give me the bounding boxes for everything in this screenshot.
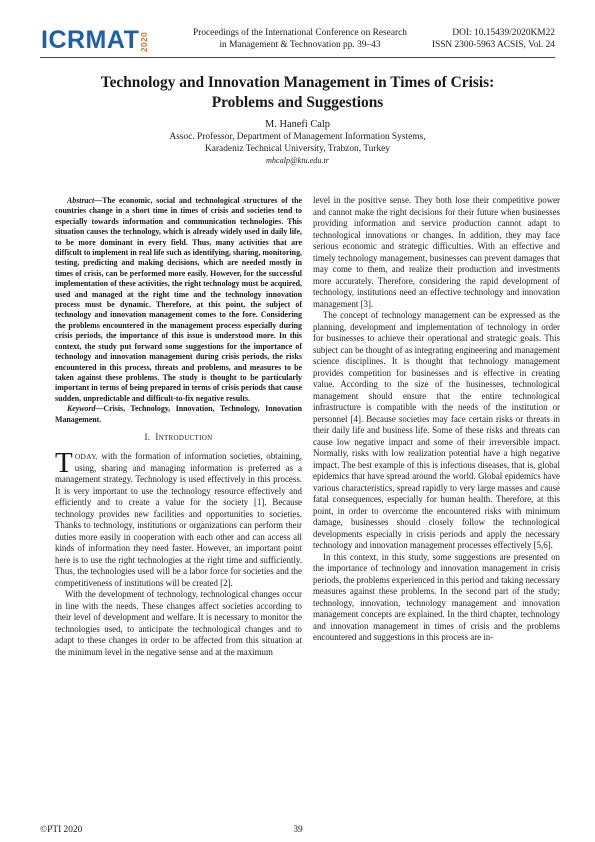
publication-ids — [410, 28, 555, 51]
page-number: 39 — [293, 825, 303, 835]
drop-cap: T — [55, 447, 73, 480]
section-numeral: I. — [144, 431, 151, 442]
keywords — [55, 404, 302, 425]
right-paragraph-2: The concept of technology management can be expressed as the planning, development and implementation of technology in order for businesses to achieve their operational and strategic goals. This subject can be thought of as integrating engineering and management science disciplines. It is thought that technology management provides competition for businesses and is effective in creating value. According to the size of the businesses, technological management should ensure that the entire technological infrastructure is compatible with the needs of the institution or personnel [4]. Because societies may face certain risks or threats in their daily life and business life. Some of these risks and threats can cause low negative impact and some of their irreversible impact. Normally, risks with low realization potential have a high negative impact. The best example of this is infectious diseases, that is, global epidemics that have spread around the world. Global epidemics have various characteristics, spread rapidly to very large masses and cause fatal consequences, especially for human health. Therefore, at this point, in order to overcome the encountered risks with minimum damage, businesses should closely follow the technological developments especially in crisis periods and apply the necessary technology and innovation management processes effectively [5,6]. — [313, 310, 560, 550]
intro-smallcaps: ODAY, — [74, 452, 98, 462]
keywords-label: Keyword— — [67, 404, 104, 414]
section-heading-introduction — [55, 432, 302, 445]
abstract — [55, 196, 302, 404]
proceedings-info — [175, 28, 425, 51]
logo-text: ICRMAT — [41, 26, 140, 54]
issn-text: ISSN 2300-5963 ACSIS, Vol. 24 — [431, 39, 555, 50]
author-name: M. Hanefi Calp — [265, 119, 330, 130]
section-heading-rest: NTRODUCTION — [158, 433, 213, 442]
doi-text: DOI: 10.15439/2020KM22 — [452, 28, 555, 38]
title-line-1: Technology and Innovation Management in Times of Crisis: — [100, 74, 495, 91]
intro-paragraph-1-text: with the formation of information societies, obtaining, using, sharing and managing information is preferred as a management strategy. Technology is used effectively in this process. It is very important to use the technology resource effectively and efficiently and to create a value for the society [1]. Because technology provides new facilities and opportunities to societies. Thanks to technology, institutions or organizations can perform their duties more easily in cooperation with each other and can access all kinds of information they need faster. However, an important point here is to use the right technologies at the right time and sufficiently. Thus, the technologies used will be a labor force for societies and the competitiveness of institutions will be created [2]. — [55, 451, 302, 588]
conference-logo — [41, 26, 149, 52]
abstract-text: The economic, social and technological structures of the countries change in a short time in times of crisis and societies tend to especially towards information and communication technologies. This situation causes the technology, which is already widely used in daily life, to be more dominant in every field. Thus, many activities that are difficult to implement in real life such as identifying, sharing, monitoring, testing, predicting and making decisions, which are needed mostly in times of crisis, can be performed more easily. However, for the successful implementation of these activities, the right technology must be acquired, used and managed at the right time and the technology innovation process must be dynamic. Therefore, at this point, the subject of technology and innovation management comes to the fore. Considering the problems encountered in the management process especially during crisis periods, the importance of this issue is understood more. In this context, the study put forward some suggestions for the importance of technology and innovation management during crisis periods, the risks encountered in this process, threats and problems, and measures to be taken against these problems. The study is thought to be particularly important in terms of being prepared in terms of crisis periods that cause sudden, unpredictable and difficult-to-fix negative results. — [55, 196, 302, 403]
logo-year: 2020 — [139, 31, 150, 52]
author-affiliation — [40, 132, 555, 156]
proceedings-line-1: Proceedings of the International Conference on Research — [193, 28, 407, 38]
keywords-text: Crisis, Technology, Innovation, Technology, Innovation Management. — [55, 404, 302, 424]
section-heading-initial: I — [155, 431, 159, 442]
header-rule — [40, 57, 555, 58]
proceedings-line-2: in Management & Technovation pp. 39–43 — [219, 39, 381, 50]
intro-paragraph-1 — [55, 447, 302, 589]
intro-paragraph-2: With the development of technology, technological changes occur in line with the needs. These changes affect societies according to their level of development and welfare. It is necessary to monitor the technologies used, to anticipate the technological changes and to adapt to these changes in order to be affected from this situation at the minimum level in the negative sense and at the maximum — [55, 589, 302, 657]
right-paragraph-1: level in the positive sense. They both lose their competitive power and cannot make the right decisions for their future when businesses providing information and service production cannot adapt to technological innovations or changes. In addition, they may face serious economic and strategic difficulties. With an effective and timely technology management, businesses can prevent damages that may come to them, and realize their production and investments more accurately. Therefore, considering the rapid development of technology, institutions need an effective technology and innovation management [3]. — [313, 195, 560, 309]
author-email: mhcalp@ktu.edu.tr — [265, 156, 329, 165]
affiliation-line-2: Karadeniz Technical University, Trabzon, Turkey — [205, 143, 390, 154]
affiliation-line-1: Assoc. Professor, Department of Management Information Systems, — [169, 132, 426, 142]
title-line-2: Problems and Suggestions — [211, 93, 384, 111]
paper-title — [40, 73, 555, 112]
abstract-label: Abstract— — [67, 196, 103, 205]
copyright-notice: ©PTI 2020 — [40, 825, 83, 835]
left-column — [55, 196, 302, 658]
right-paragraph-3: In this context, in this study, some suggestions are presented on the importance of technology and innovation management in crisis periods, the problems experienced in this period and taking necessary measures against these problems. In the second part of the study; technology, innovation, technology management and innovation management concepts are explained. In the third chapter, technology and innovation management in times of crisis and the problems encountered and suggestions in this process are in- — [313, 551, 560, 642]
right-column — [313, 195, 560, 644]
